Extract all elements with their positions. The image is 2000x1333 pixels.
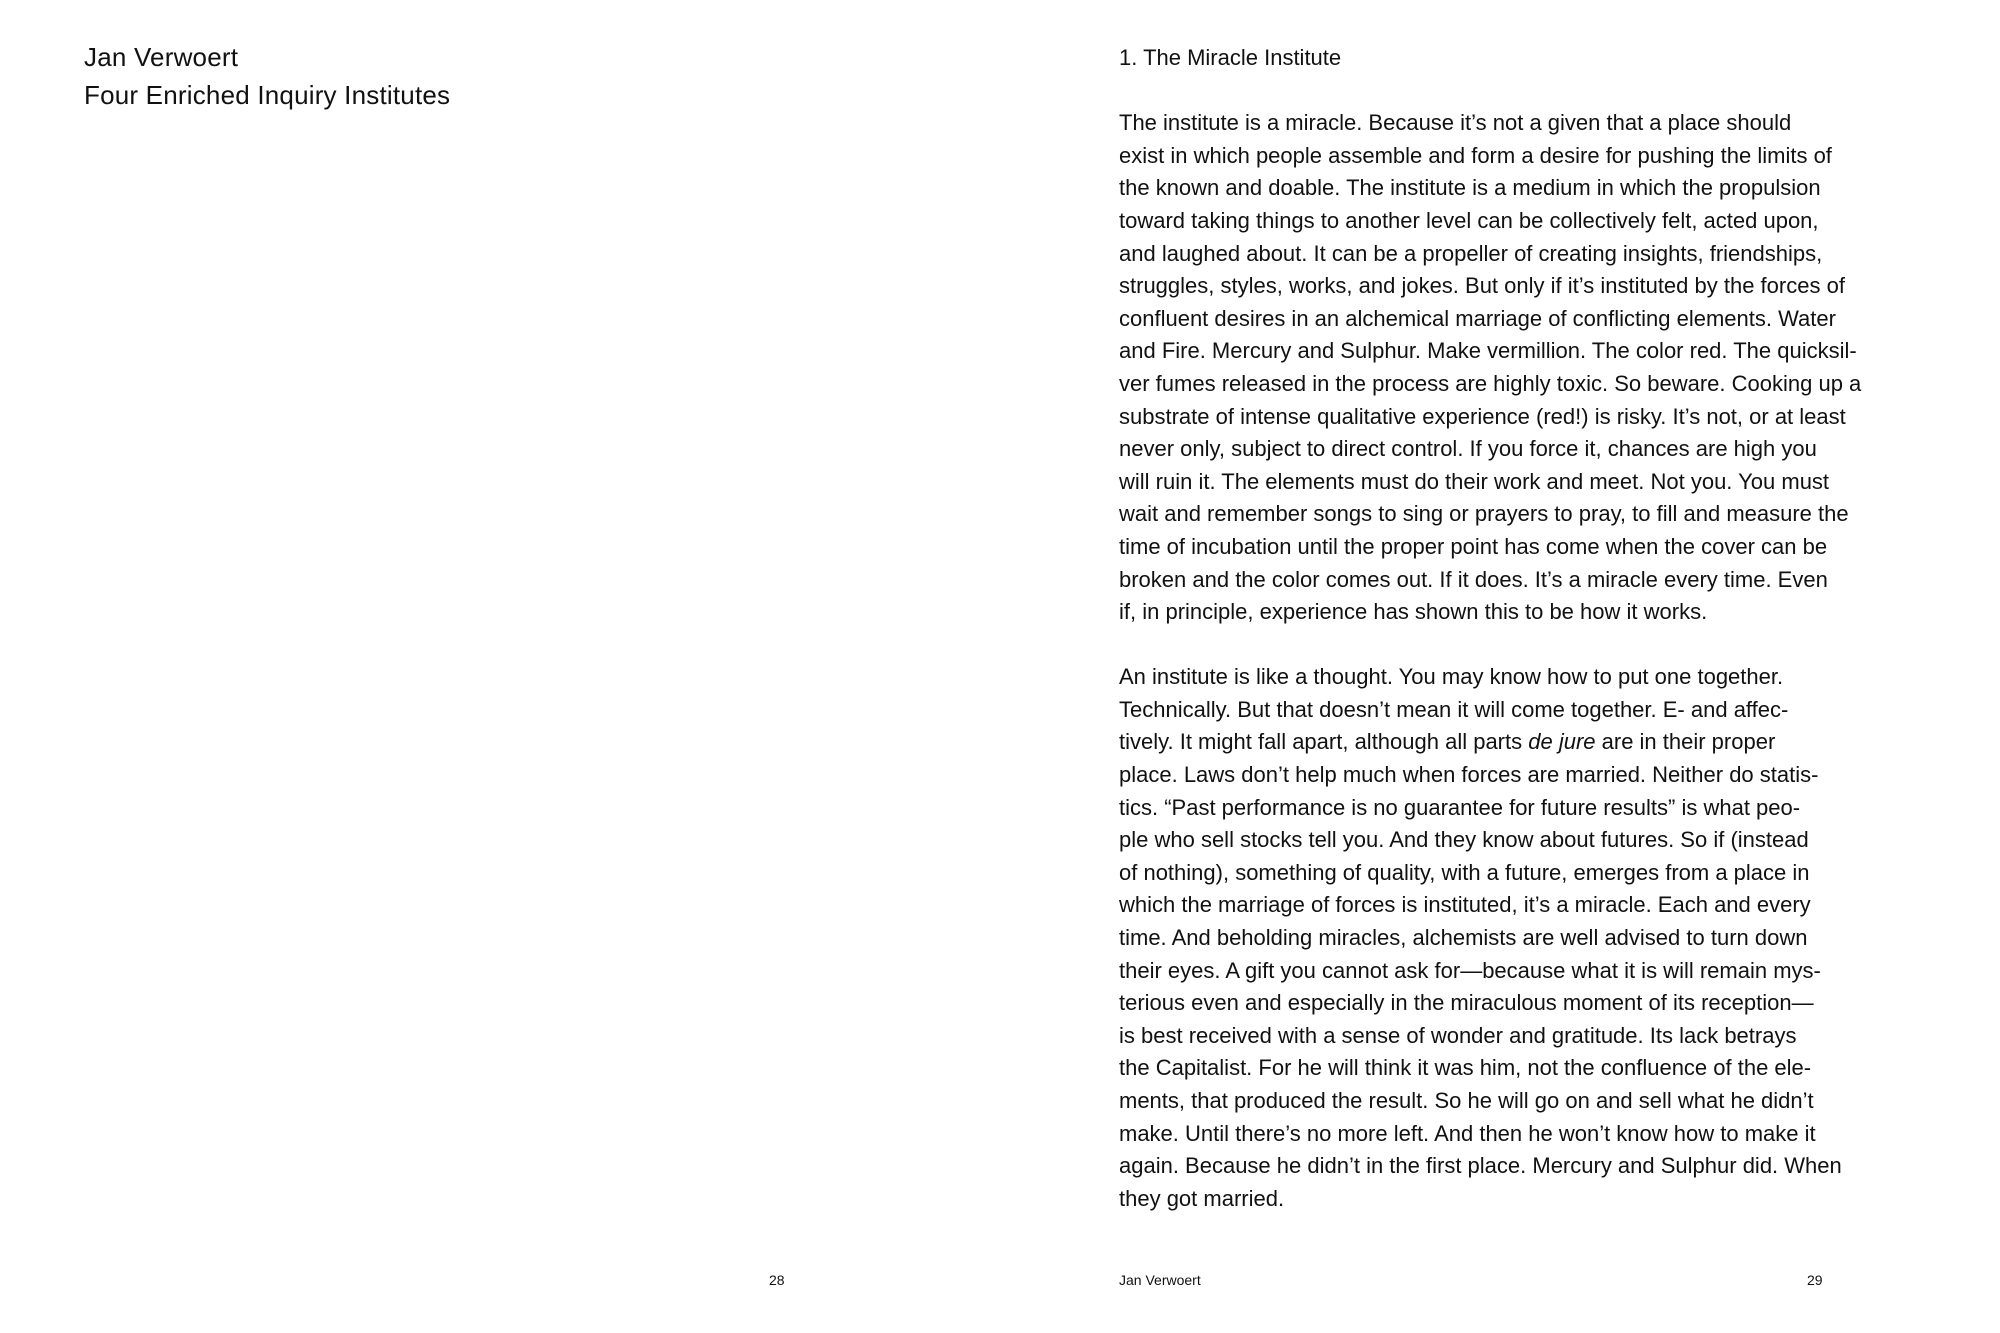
text-line: again. Because he didn’t in the first place. Mercury and Sulphur did. When	[1119, 1153, 1842, 1179]
page-number-right: 29	[1807, 1272, 1823, 1288]
paragraph-1	[1119, 107, 1889, 629]
text-line: wait and remember songs to sing or prayers to pray, to fill and measure the	[1119, 501, 1849, 527]
text-line: broken and the color comes out. If it does. It’s a miracle every time. Even	[1119, 566, 1828, 592]
text-line: place. Laws don’t help much when forces are married. Neither do statis-	[1119, 762, 1819, 788]
right-page	[1000, 0, 2000, 1333]
text-fragment: tively. It might fall apart, although all parts	[1119, 729, 1529, 755]
text-line: time of incubation until the proper point has come when the cover can be	[1119, 533, 1828, 559]
text-line: and laughed about. It can be a propeller of creating insights, friendships,	[1119, 240, 1823, 266]
article-body	[1119, 42, 1889, 1248]
text-line: the Capitalist. For he will think it was him, not the confluence of the ele-	[1119, 1055, 1812, 1081]
page-number-left: 28	[769, 1272, 785, 1288]
text-line: their eyes. A gift you cannot ask for—because what it is will remain mys-	[1119, 957, 1821, 983]
text-line: substrate of intense qualitative experience (red!) is risky. It’s not, or at least	[1119, 403, 1846, 429]
paragraph-2	[1119, 661, 1889, 1215]
section-title: 1. The Miracle Institute	[1119, 45, 1342, 70]
text-line: the known and doable. The institute is a medium in which the propulsion	[1119, 175, 1821, 201]
text-line: The institute is a miracle. Because it’s not a given that a place should	[1119, 110, 1792, 136]
text-line: ver fumes released in the process are highly toxic. So beware. Cooking up a	[1119, 370, 1862, 396]
essay-title: Four Enriched Inquiry Institutes	[84, 80, 451, 110]
text-line: they got married.	[1119, 1185, 1285, 1211]
text-line: is best received with a sense of wonder and gratitude. Its lack betrays	[1119, 1022, 1797, 1048]
text-line: of nothing), something of quality, with a future, emerges from a place in	[1119, 859, 1810, 885]
running-footer: Jan Verwoert	[1119, 1272, 1201, 1288]
text-line: struggles, styles, works, and jokes. But only if it’s instituted by the forces of	[1119, 273, 1845, 299]
text-line: never only, subject to direct control. If you force it, chances are high you	[1119, 436, 1817, 462]
text-line: ple who sell stocks tell you. And they know about futures. So if (instead	[1119, 827, 1809, 853]
text-line: Technically. But that doesn’t mean it will come together. E- and affec-	[1119, 696, 1789, 722]
text-line: which the marriage of forces is instituted, it’s a miracle. Each and every	[1119, 892, 1811, 918]
text-line: confluent desires in an alchemical marriage of conflicting elements. Water	[1119, 305, 1836, 331]
text-line: time. And beholding miracles, alchemists are well advised to turn down	[1119, 925, 1808, 951]
italic-phrase: de jure	[1528, 729, 1596, 755]
text-line: toward taking things to another level can be collectively felt, acted upon,	[1119, 207, 1819, 233]
text-line: make. Until there’s no more left. And then he won’t know how to make it	[1119, 1120, 1816, 1146]
text-line: tics. “Past performance is no guarantee for future results” is what peo-	[1119, 794, 1801, 820]
chapter-heading	[84, 38, 450, 114]
text-line: will ruin it. The elements must do their work and meet. Not you. You must	[1119, 468, 1830, 494]
text-line: An institute is like a thought. You may know how to put one together.	[1119, 664, 1784, 690]
text-line: exist in which people assemble and form a desire for pushing the limits of	[1119, 142, 1832, 168]
text-line: ments, that produced the result. So he will go on and sell what he didn’t	[1119, 1088, 1814, 1113]
text-fragment: are in their proper	[1595, 729, 1776, 755]
text-line: and Fire. Mercury and Sulphur. Make vermillion. The color red. The quicksil-	[1119, 338, 1857, 364]
text-line: if, in principle, experience has shown this to be how it works.	[1119, 599, 1708, 625]
text-line-with-italic	[1119, 726, 1889, 759]
author-name: Jan Verwoert	[84, 42, 239, 72]
text-line: terious even and especially in the miraculous moment of its reception—	[1119, 990, 1814, 1016]
